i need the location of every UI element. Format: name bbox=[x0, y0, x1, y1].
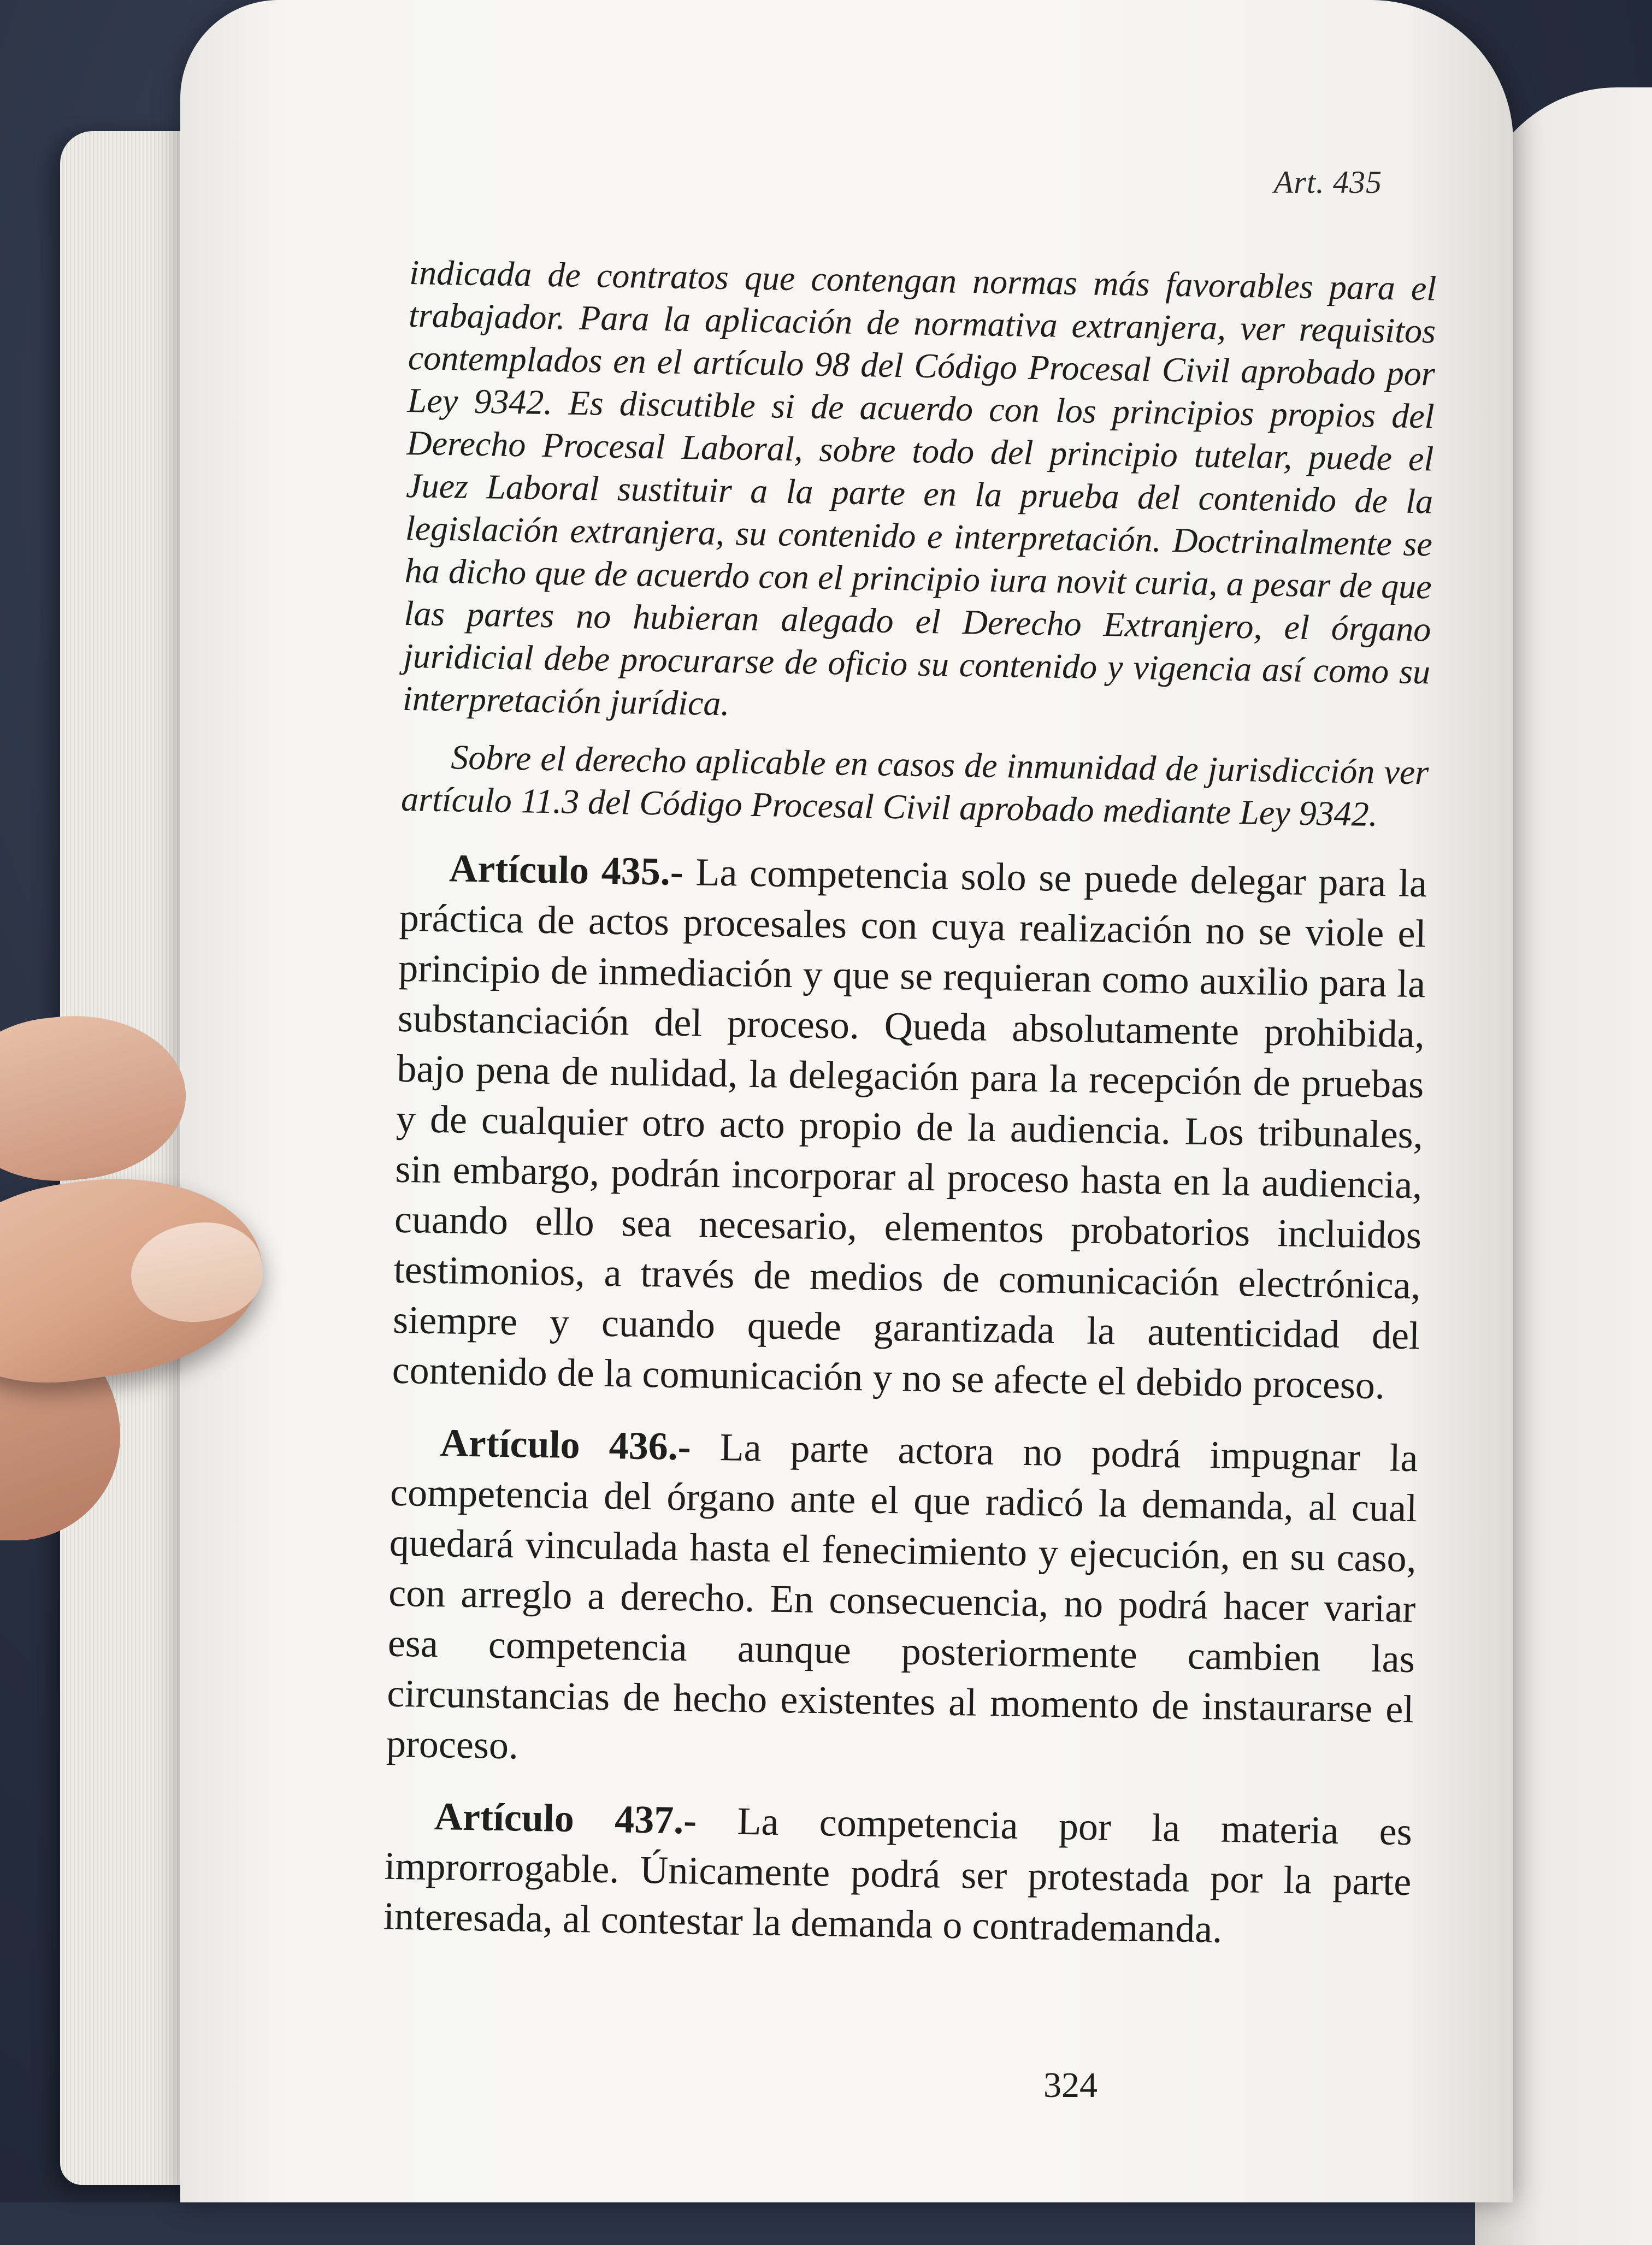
book-page bbox=[180, 0, 1513, 2202]
note-paragraph-1: indicada de contratos que contengan normas más favorables para el trabajador. Para la aplicación de normativa extranjera, ver requisitos contemplados en el artículo 98 del Código Procesal Civil aprobado por Ley 9342. Es discutible si de acuerdo con los principios propios del Derecho Procesal Laboral, sobre todo del principio tutelar, puede el Juez Laboral sustituir a la parte en la prueba del contenido de la legislación extranjera, su contenido e interpretación. Doctrinalmente se ha dicho que de acuerdo con el principio iura novit curia, a pesar de que las partes no hubieran alegado el Derecho Extranjero, el órgano juridicial debe procurarse de oficio su contenido y vigencia así como su interpretación jurídica. bbox=[402, 252, 1437, 723]
article-435-heading: Artículo 435.- bbox=[449, 846, 684, 894]
article-437-heading: Artículo 437.- bbox=[434, 1794, 697, 1842]
article-436-text: La parte actora no podrá impugnar la competencia del órgano ante el que radicó la demanda, al cual quedará vinculada hasta el fenecimiento y ejecución, en su caso, con arreglo a derecho. En consecuencia, no podrá hacer variar esa competencia aunque posteriormente cambien las circunstancias de hecho existentes al momento de instaurarse el proceso. bbox=[386, 1425, 1419, 1768]
note-paragraph-2: Sobre el derecho aplicable en casos de inmunidad de jurisdicción ver artículo 11.3 del Código Procesal Civil aprobado mediante Ley 9342. bbox=[400, 737, 1429, 834]
article-435 bbox=[392, 842, 1427, 1411]
running-head: Art. 435 bbox=[1273, 164, 1382, 200]
article-437-text: La competencia por la materia es improrrogable. Únicamente podrá ser protestada por la parte interesada, al contestar la demanda o contrademanda. bbox=[383, 1798, 1413, 1951]
page-number: 324 bbox=[1043, 2065, 1098, 2105]
article-435-text: La competencia solo se puede delegar para la práctica de actos procesales con cuya realización no se viole el principio de inmediación y que se requieran como auxilio para la substanciación del proceso. Queda absolutamente prohibida, bajo pena de nulidad, la delegación para la recepción de pruebas y de cualquier otro acto propio de la audiencia. Los tribunales, sin embargo, podrán incorporar al proceso hasta en la audiencia, cuando ello sea necesario, elementos probatorios incluidos testimonios, a través de medios de comunicación electrónica, siempre y cuando quede garantizada la autenticidad del contenido de la comunicación y no se afecte el debido proceso. bbox=[392, 850, 1427, 1408]
article-436 bbox=[386, 1417, 1418, 1785]
article-436-heading: Artículo 436.- bbox=[440, 1421, 692, 1469]
article-437 bbox=[383, 1791, 1412, 1957]
page-text bbox=[383, 251, 1436, 1957]
